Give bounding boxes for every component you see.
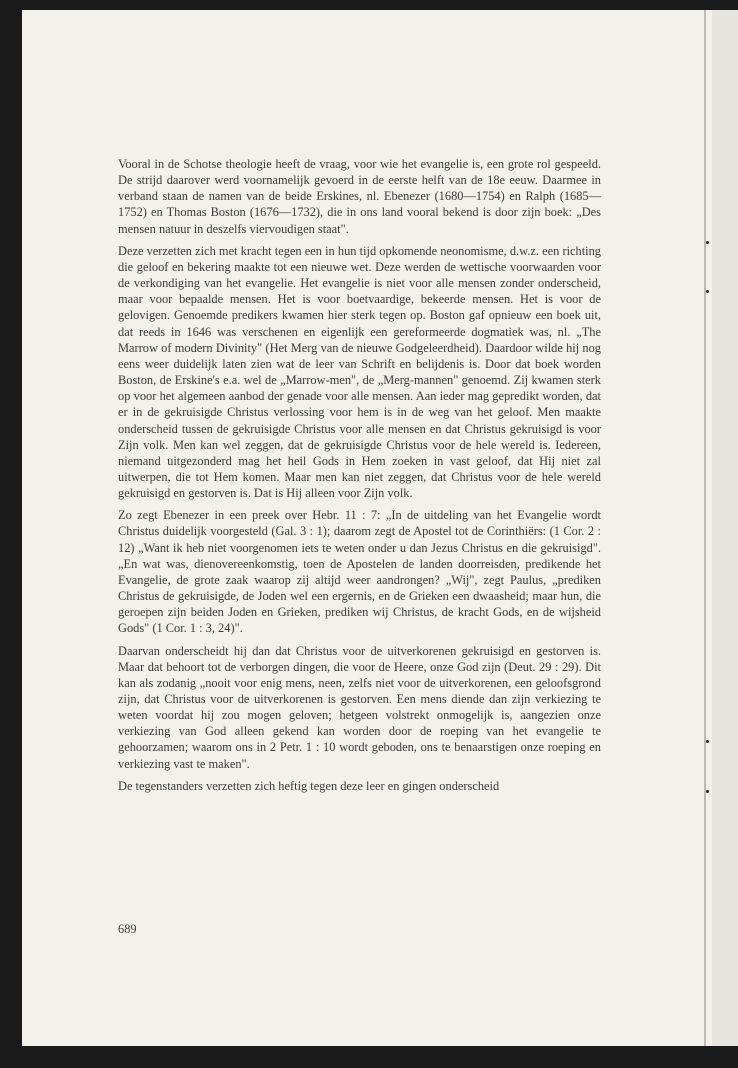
paragraph: Daarvan onderscheidt hij dan dat Christus voor de uitverkorenen gekruisigd en gestorven is. Maar dat behoort tot de verborgen dingen, die voor de Heere, onze God zijn (Deut. 29 : 29). Dit kan als zodanig „nooit voor enig mens, neen, zelfs niet voor de uitverkorenen, een geloofsgrond zijn, dat Christus voor de uitverkorenen is gestorven. Een mens diende dan zijn verkiezing te weten voordat hij zou mogen geloven; hetgeen volstrekt onmogelijk is, aangezien onze verkiezing van God alleen gekend kan worden door de roeping van het evangelie te gehoorzamen; waarom ons in 2 Petr. 1 : 10 wordt geboden, ons te benaarstigen onze roeping en verkiezing vast te maken".	[118, 643, 601, 771]
paragraph: Deze verzetten zich met kracht tegen een in hun tijd opkomende neonomisme, d.w.z. een richting die geloof en bekering maakte tot een nieuwe wet. Deze werden de wettische voorwaarden voor de verkondiging van het evangelie. Het evangelie is niet voor alle mensen zonder onderscheid, maar voor bepaalde mensen. Het is voor boetvaardige, bekeerde mensen. Het is voor de gelovigen. Genoemde predikers kwamen hier sterk tegen op. Boston gaf opnieuw een boek uit, dat reeds in 1646 was verschenen en eigenlijk een gereformeerde dogmatiek was, nl. „The Marrow of modern Divinity" (Het Merg van de nieuwe Godgeleerdheid). Daardoor wilde hij nog eens weer duidelijk laten zien wat de leer van Schrift en belijdenis is. Door dat boek worden Boston, de Erskine's e.a. wel de „Marrow-men", de „Merg-mannen" genoemd. Zij kwamen sterk op voor het algemeen aanbod der genade voor alle mensen. Aan ieder mag gepredikt worden, dat er in de gekruisigde Christus verlossing voor hem is in de weg van het geloof. Men maakte onderscheid tussen de gekruisigde Christus voor alle mensen en dat Christus gekruisigd is voor Zijn volk. Men kan wel zeggen, dat de gekruisigde Christus voor de hele wereld is. Iedereen, niemand uitgezonderd mag het heil Gods in Hem zoeken in vast geloof, dat Hij niet zal uitwerpen, die tot Hem komen. Maar men kan niet zeggen, dat Christus voor de hele wereld gekruisigd en gestorven is. Dat is Hij alleen voor Zijn volk.	[118, 243, 601, 501]
margin-mark	[706, 740, 709, 743]
margin-mark	[706, 790, 709, 793]
body-text	[118, 156, 601, 800]
margin-mark	[706, 290, 709, 293]
page-fold	[704, 10, 706, 1046]
paragraph: De tegenstanders verzetten zich heftig tegen deze leer en gingen onderscheid	[118, 778, 500, 793]
page-number: 689	[118, 922, 137, 936]
margin-mark	[706, 241, 709, 244]
paragraph: Vooral in de Schotse theologie heeft de vraag, voor wie het evangelie is, een grote rol gespeeld. De strijd daarover werd voornamelijk gevoerd in de eerste helft van de 18e eeuw. Daarmee in verband staan de namen van de beide Erskines, nl. Ebenezer (1680—1754) en Ralph (1685—1752) en Thomas Boston (1676—1732), die in ons land vooral bekend is door zijn boek: „Des mensen natuur in deszelfs viervoudigen staat".	[118, 157, 601, 236]
page-edge	[712, 10, 738, 1046]
paragraph: Zo zegt Ebenezer in een preek over Hebr. 11 : 7: „In de uitdeling van het Evangelie wordt Christus duidelijk voorgesteld (Gal. 3 : 1); daarom zegt de Apostel tot de Corinthiërs: (1 Cor. 2 : 12) „Want ik heb niet voorgenomen iets te weten onder u dan Jezus Christus en die gekruisigd". „En wat was, dienovereenkomstig, toen de Apostelen de landen doorreisden, predikende het Evangelie, de grote zaak waarop zij altijd weer aandrongen? „Wij", zegt Paulus, „prediken Christus de gekruisigde, de Joden wel een ergernis, en de Grieken een dwaasheid; maar hun, die geroepen zijn beiden Joden en Grieken, prediken wij Christus, de kracht Gods, en de wijsheid Gods" (1 Cor. 1 : 3, 24)".	[118, 508, 601, 636]
